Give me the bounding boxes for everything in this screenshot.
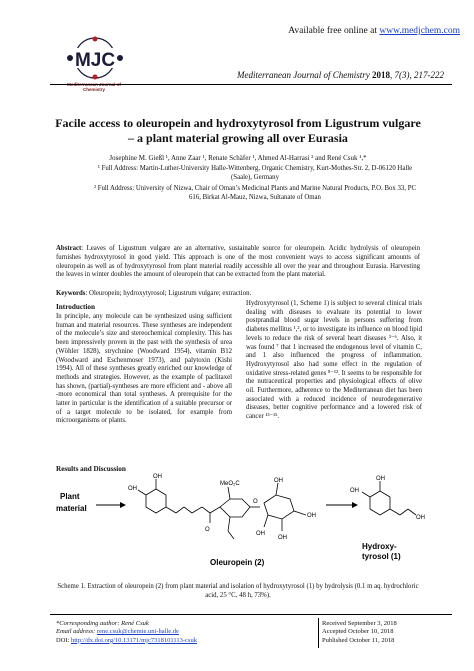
affiliation-1: ¹ Full Address: Martin-Luther-University Halle-Wittenberg, Organic Chemistry, Kurt-Mothes-Str. 2, D-06120 Halle (Saale), Germany xyxy=(97,165,413,181)
keywords: Keywords: Oleuropein; hydroxytyrosol; Ligustrum vulgare; extraction. xyxy=(56,290,252,297)
footer-correspondence xyxy=(56,620,306,645)
plant-material-label-line2: material xyxy=(56,504,87,513)
keywords-label: Keywords xyxy=(56,290,86,297)
published-date: Published October 11, 2018 xyxy=(322,636,395,644)
abstract-label: Abstract xyxy=(56,245,82,252)
hydroxytyrosol-label-line1: Hydroxy- xyxy=(362,542,397,551)
label-oh-ht-1: OH xyxy=(376,476,385,482)
scheme-caption: Scheme 1. Extraction of oleuropein (2) from plant material and isolation of hydroxytyrosol (1) by hydrolysis (0.1 m aq. hydrochloric acid, 25 °C, 48 h, 73%). xyxy=(57,583,419,599)
author-list: Josephine M. Gießl ¹, Anne Zaar ¹, Renate Schäfer ¹, Ahmed Al-Harrasi ² and René Csuk ¹,* xyxy=(109,154,367,162)
journal-reference: Mediterranean Journal of Chemistry 2018, 7(3), 217-222 xyxy=(237,70,444,80)
doi-label: DOI: xyxy=(56,636,70,644)
oleuropein-catechol-ring xyxy=(146,489,166,513)
footer-dates xyxy=(322,620,450,645)
hydroxytyrosol-ring xyxy=(370,491,390,515)
header-rule xyxy=(50,84,452,85)
abstract: Abstract: Leaves of Ligustrum vulgare are an alternative, sustainable source for oleuropein. Acidic hydrolysis of oleuropein furnishes hydroxytyrosol in good yield. This approach is one of the most convenient ways to access significant amounts of oleuropein as well as of hydroxytyrosol from plant material readily accessible all over the year and throughout Eurasia. Harvesting the leaves in winter doubles the amount of oleuropein that can be extracted from the plant material. xyxy=(56,245,420,279)
corresponding-author: *Corresponding author: René Csuk xyxy=(56,620,149,627)
label-oh-sugar-4: OH xyxy=(256,531,265,537)
label-oh-ht-2: OH xyxy=(350,488,359,494)
accepted-date: Accepted October 10, 2018 xyxy=(322,628,394,636)
right-column-paragraph: Hydroxytyrosol (1, Scheme 1) is subject to several clinical trials dealing with diseases to evaluate its potential to lower postprandial blood sugar levels in persons suffering from diabetes mellitus ¹,², or to investigate its influence on blood lipid levels to reduce the risk of several heart diseases ³⁻⁶. Also, it was found ⁷ that 1 increased the endogenous level of vitamin C, and 1 also influenced the progress of inflammation. Hydroxytyrosol also had some effect in the regulation of oxidative stress-related genes ⁸⁻¹². It seems to be responsible for the nutraceutical properties and physiological effects of olive oil. Furthermore, adherence to the Mediterranean diet has been associated with a reduced incidence of neurodegenerative diseases, better cognitive performance and a lowered risk of cancer ¹³⁻¹⁵. xyxy=(246,300,422,421)
intro-paragraph: In principle, any molecule can be synthesized using sufficient human and material resources. These syntheses are independent of the molecule’s size and stereochemical complexity. This has been impressively proven in the past with the synthesis of urea (Wöhler 1828), strychnine (Woodward 1954), vitamin B12 (Woodward and Eschenmoser 1973), and palytoxin (Kishi 1994). All of these syntheses greatly enriched our knowledge of methods and strategies. However, as the example of paclitaxel has shown, (partial)-syntheses are more efficient and - above all -more economical than total syntheses. A prerequisite for the latter in particular is the identification of a suitable precursor or of a target molecule to be isolated, for example from microorganisms or plants. xyxy=(56,313,232,425)
label-oh-sugar-3: OH xyxy=(278,535,287,541)
doi-link[interactable]: http://dx.doi.org/10.13171/mjc7318101113-csuk xyxy=(70,636,197,644)
journal-name: Mediterranean Journal of Chemistry xyxy=(237,70,370,80)
journal-website-link[interactable]: www.medjchem.com xyxy=(379,26,460,36)
footer-divider xyxy=(318,618,319,648)
received-date: Received September 3, 2018 xyxy=(322,620,397,627)
availability-text: Available free online at xyxy=(288,26,377,36)
label-meo2c: MeO₂C xyxy=(220,481,240,487)
label-oh-sugar-2: OH xyxy=(307,513,316,519)
results-heading-text: Results and Discussion xyxy=(56,465,126,473)
oleuropein-pyran-ring xyxy=(220,499,250,517)
label-oh-1: OH xyxy=(153,474,162,480)
affiliation-2: ² Full Address: University of Nizwa, Chair of Oman’s Medicinal Plants and Marine Natural Products, P.O. Box 33, PC 616, Birkat Al-Mauz, Nizwa, Sultanate of Oman xyxy=(93,185,417,201)
intro-heading xyxy=(56,296,232,314)
journal-year: 2018 xyxy=(372,70,390,80)
intro-heading-text: Introduction xyxy=(56,303,96,311)
availability-line xyxy=(288,26,460,36)
keywords-text: Oleuropein; hydroxytyrosol; Ligustrum vulgare; extraction. xyxy=(89,290,252,297)
logo-letters: MJC xyxy=(74,50,116,71)
article-title: Facile access to oleuropein and hydroxytyrosol from Ligustrum vulgare – a plant material growing all over Eurasia xyxy=(55,116,421,145)
oleuropein-label: Oleuropein (2) xyxy=(210,558,265,567)
journal-logo xyxy=(60,36,130,80)
label-oh-ht-3: OH xyxy=(416,515,425,521)
label-o-glycoside: O xyxy=(253,499,258,505)
label-oh-2: OH xyxy=(128,486,137,492)
journal-volume: 7(3), 217-222 xyxy=(394,70,444,80)
hydroxytyrosol-label-line2: tyrosol (1) xyxy=(362,552,401,561)
scheme-1-diagram xyxy=(50,473,460,578)
footer-rule xyxy=(50,614,452,615)
label-o-ester: O xyxy=(205,527,210,533)
plant-material-label-line1: Plant xyxy=(60,492,80,501)
oleuropein-glucose-ring xyxy=(264,495,294,519)
label-oh-sugar-1: OH xyxy=(274,478,283,484)
email-link[interactable]: rene.csuk@chemie.uni-halle.de xyxy=(96,628,179,636)
abstract-text: Leaves of Ligustrum vulgare are an alternative, sustainable source for oleuropein. Acidic hydrolysis of oleuropein furnishes hydroxytyrosol in good yield. This approach is one of the most convenient ways to access significant amounts of oleuropein as well as of hydroxytyrosol from plant material readily accessible all over the year and throughout Eurasia. Harvesting the leaves in winter doubles the amount of oleuropein that can be extracted from the plant material. xyxy=(56,245,420,279)
email-label: Email address: xyxy=(56,628,96,636)
logo-caption: Chemistry xyxy=(82,87,105,92)
